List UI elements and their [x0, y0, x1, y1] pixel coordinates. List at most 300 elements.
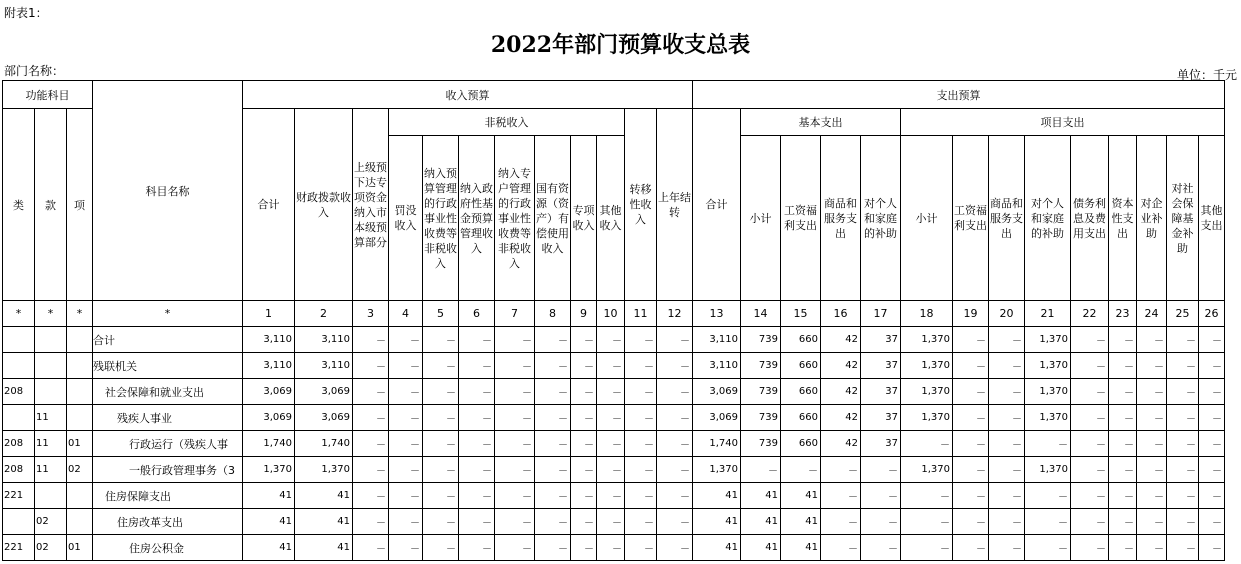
value-cell: － — [495, 431, 535, 457]
table-row — [3, 353, 1225, 379]
xiang-cell: 01 — [67, 431, 93, 457]
value-cell: － — [1199, 353, 1225, 379]
value-cell: － — [953, 379, 989, 405]
value-cell: － — [1109, 457, 1137, 483]
column-index-cell: 6 — [459, 301, 495, 327]
value-cell: 739 — [741, 353, 781, 379]
value-cell: － — [535, 483, 571, 509]
value-cell: － — [597, 483, 625, 509]
value-cell: － — [1025, 509, 1071, 535]
value-cell: － — [861, 535, 901, 561]
penalty-header: 罚没收入 — [389, 136, 423, 301]
value-cell: － — [1137, 483, 1167, 509]
value-cell: － — [423, 327, 459, 353]
value-cell: － — [423, 379, 459, 405]
value-cell: － — [625, 405, 657, 431]
budget-table — [2, 80, 1225, 561]
value-cell: 739 — [741, 327, 781, 353]
nontax-fund-header: 纳入政府性基金预算管理收入 — [459, 136, 495, 301]
value-cell: 41 — [243, 483, 295, 509]
value-cell: 739 — [741, 379, 781, 405]
xiang-cell — [67, 483, 93, 509]
value-cell: 1,740 — [693, 431, 741, 457]
value-cell: － — [597, 431, 625, 457]
value-cell: 42 — [821, 431, 861, 457]
value-cell: － — [953, 457, 989, 483]
value-cell: － — [423, 509, 459, 535]
value-cell: － — [459, 379, 495, 405]
column-index-cell: * — [35, 301, 67, 327]
value-cell: － — [901, 509, 953, 535]
kuan-cell: 11 — [35, 457, 67, 483]
value-cell: － — [1071, 431, 1109, 457]
value-cell: 3,069 — [243, 379, 295, 405]
lei-cell: 221 — [3, 483, 35, 509]
value-cell: － — [953, 327, 989, 353]
value-cell: － — [989, 457, 1025, 483]
value-cell: 41 — [693, 509, 741, 535]
value-cell: 1,740 — [243, 431, 295, 457]
value-cell: － — [353, 457, 389, 483]
lei-cell — [3, 327, 35, 353]
value-cell: － — [1071, 457, 1109, 483]
value-cell: － — [1137, 353, 1167, 379]
value-cell: 660 — [781, 405, 821, 431]
value-cell: － — [1199, 535, 1225, 561]
transfer-header: 转移性收入 — [625, 109, 657, 301]
column-index-cell: 18 — [901, 301, 953, 327]
capital-header: 资本性支出 — [1109, 136, 1137, 301]
subject-name-cell: 住房改革支出 — [93, 509, 243, 535]
value-cell: － — [1199, 379, 1225, 405]
value-cell: 3,069 — [295, 379, 353, 405]
value-cell: － — [625, 509, 657, 535]
value-cell: － — [459, 483, 495, 509]
value-cell: － — [389, 379, 423, 405]
value-cell: 41 — [693, 483, 741, 509]
value-cell: － — [989, 509, 1025, 535]
income-total-header: 合计 — [243, 109, 295, 301]
project-goods-header: 商品和服务支出 — [989, 136, 1025, 301]
xiang-cell — [67, 405, 93, 431]
value-cell: － — [1199, 431, 1225, 457]
xiang-header: 项 — [67, 109, 93, 301]
value-cell: － — [781, 457, 821, 483]
value-cell: － — [953, 431, 989, 457]
value-cell: － — [1167, 457, 1199, 483]
value-cell: － — [821, 509, 861, 535]
value-cell: － — [571, 457, 597, 483]
value-cell: － — [657, 327, 693, 353]
column-index-cell: 19 — [953, 301, 989, 327]
project-subtotal-header: 小计 — [901, 136, 953, 301]
upper-special-header: 上级预下达专项资金纳入市本级预算部分 — [353, 109, 389, 301]
value-cell: － — [1109, 535, 1137, 561]
subject-name-cell: 合计 — [93, 327, 243, 353]
value-cell: 41 — [781, 535, 821, 561]
value-cell: 41 — [741, 509, 781, 535]
value-cell: － — [389, 431, 423, 457]
value-cell: － — [459, 327, 495, 353]
column-index-cell: 5 — [423, 301, 459, 327]
value-cell: － — [495, 327, 535, 353]
column-index-cell: 16 — [821, 301, 861, 327]
fiscal-header: 财政拨款收入 — [295, 109, 353, 301]
value-cell: － — [1137, 379, 1167, 405]
xiang-cell — [67, 509, 93, 535]
value-cell: － — [1137, 535, 1167, 561]
value-cell: 3,110 — [693, 353, 741, 379]
value-cell: － — [625, 457, 657, 483]
value-cell: 42 — [821, 405, 861, 431]
table-row — [3, 405, 1225, 431]
state-assets-header: 国有资源（资产）有偿使用收入 — [535, 136, 571, 301]
column-index-cell: 13 — [693, 301, 741, 327]
value-cell: － — [1137, 431, 1167, 457]
nontax-budget-header: 纳入预算管理的行政事业性收费等非税收入 — [423, 136, 459, 301]
value-cell: 3,110 — [243, 327, 295, 353]
value-cell: － — [1137, 327, 1167, 353]
value-cell: 1,370 — [693, 457, 741, 483]
value-cell: － — [389, 457, 423, 483]
value-cell: － — [1167, 379, 1199, 405]
value-cell: － — [535, 327, 571, 353]
other-expense-header: 其他支出 — [1199, 136, 1225, 301]
lei-cell — [3, 405, 35, 431]
column-index-row — [3, 301, 1225, 327]
value-cell: － — [861, 483, 901, 509]
value-cell: － — [571, 327, 597, 353]
value-cell: 41 — [781, 509, 821, 535]
value-cell: 1,370 — [901, 327, 953, 353]
value-cell: 1,370 — [1025, 379, 1071, 405]
value-cell: － — [1071, 353, 1109, 379]
value-cell: － — [821, 483, 861, 509]
value-cell: － — [657, 431, 693, 457]
lei-cell: 208 — [3, 431, 35, 457]
subject-name-cell: 社会保障和就业支出 — [93, 379, 243, 405]
value-cell: － — [1071, 509, 1109, 535]
value-cell: 41 — [295, 483, 353, 509]
value-cell: 1,370 — [1025, 457, 1071, 483]
value-cell: － — [1167, 483, 1199, 509]
income-budget-header: 收入预算 — [243, 81, 693, 109]
table-row — [3, 535, 1225, 561]
value-cell: － — [989, 483, 1025, 509]
value-cell: － — [901, 535, 953, 561]
value-cell: 1,740 — [295, 431, 353, 457]
kuan-cell: 11 — [35, 431, 67, 457]
value-cell: － — [1199, 483, 1225, 509]
value-cell: － — [495, 405, 535, 431]
value-cell: － — [353, 327, 389, 353]
attachment-note: 附表1： — [4, 6, 48, 20]
value-cell: － — [625, 353, 657, 379]
value-cell: － — [571, 405, 597, 431]
value-cell: － — [657, 483, 693, 509]
xiang-cell — [67, 353, 93, 379]
value-cell: － — [1109, 353, 1137, 379]
value-cell: － — [571, 431, 597, 457]
value-cell: 42 — [821, 327, 861, 353]
value-cell: － — [741, 457, 781, 483]
value-cell: － — [989, 535, 1025, 561]
value-cell: － — [495, 535, 535, 561]
value-cell: 660 — [781, 353, 821, 379]
value-cell: － — [625, 379, 657, 405]
value-cell: － — [901, 483, 953, 509]
value-cell: 37 — [861, 431, 901, 457]
value-cell: 3,110 — [243, 353, 295, 379]
value-cell: 1,370 — [295, 457, 353, 483]
value-cell: － — [989, 353, 1025, 379]
table-row — [3, 431, 1225, 457]
value-cell: 3,110 — [693, 327, 741, 353]
value-cell: 41 — [295, 535, 353, 561]
value-cell: － — [459, 405, 495, 431]
subject-name-header: 科目名称 — [93, 81, 243, 301]
value-cell: － — [1071, 483, 1109, 509]
value-cell: 739 — [741, 405, 781, 431]
nontax-account-header: 纳入专户管理的行政事业性收费等非税收入 — [495, 136, 535, 301]
value-cell: － — [1109, 327, 1137, 353]
kuan-cell — [35, 327, 67, 353]
value-cell: － — [353, 431, 389, 457]
subject-name-cell: 残联机关 — [93, 353, 243, 379]
value-cell: － — [535, 431, 571, 457]
value-cell: － — [459, 353, 495, 379]
expense-budget-header: 支出预算 — [693, 81, 1225, 109]
value-cell: － — [953, 405, 989, 431]
value-cell: 1,370 — [901, 457, 953, 483]
column-index-cell: 22 — [1071, 301, 1109, 327]
value-cell: － — [1167, 327, 1199, 353]
xiang-cell — [67, 327, 93, 353]
column-index-cell: 2 — [295, 301, 353, 327]
value-cell: － — [625, 431, 657, 457]
value-cell: 1,370 — [1025, 327, 1071, 353]
column-index-cell: 9 — [571, 301, 597, 327]
value-cell: － — [597, 405, 625, 431]
value-cell: － — [625, 327, 657, 353]
value-cell: 3,069 — [295, 405, 353, 431]
value-cell: 41 — [295, 509, 353, 535]
value-cell: － — [353, 379, 389, 405]
special-income-header: 专项收入 — [571, 136, 597, 301]
value-cell: 1,370 — [901, 379, 953, 405]
value-cell: － — [597, 535, 625, 561]
value-cell: － — [495, 353, 535, 379]
kuan-cell — [35, 353, 67, 379]
carryover-header: 上年结转 — [657, 109, 693, 301]
column-index-cell: * — [3, 301, 35, 327]
value-cell: － — [571, 353, 597, 379]
debt-header: 债务利息及费用支出 — [1071, 136, 1109, 301]
kuan-cell: 11 — [35, 405, 67, 431]
value-cell: － — [353, 483, 389, 509]
value-cell: － — [1109, 509, 1137, 535]
value-cell: － — [953, 535, 989, 561]
value-cell: 1,370 — [1025, 353, 1071, 379]
value-cell: － — [657, 535, 693, 561]
value-cell: － — [989, 327, 1025, 353]
value-cell: 3,069 — [693, 405, 741, 431]
kuan-cell: 02 — [35, 509, 67, 535]
value-cell: 41 — [781, 483, 821, 509]
column-index-cell: 1 — [243, 301, 295, 327]
table-row — [3, 509, 1225, 535]
column-index-cell: 12 — [657, 301, 693, 327]
enterprise-header: 对企业补助 — [1137, 136, 1167, 301]
value-cell: － — [861, 457, 901, 483]
value-cell: － — [657, 405, 693, 431]
value-cell: 660 — [781, 327, 821, 353]
value-cell: － — [495, 509, 535, 535]
value-cell: － — [535, 457, 571, 483]
value-cell: 1,370 — [1025, 405, 1071, 431]
column-index-cell: 25 — [1167, 301, 1199, 327]
value-cell: － — [495, 379, 535, 405]
value-cell: － — [1025, 431, 1071, 457]
lei-cell: 208 — [3, 457, 35, 483]
value-cell: 37 — [861, 327, 901, 353]
value-cell: 37 — [861, 353, 901, 379]
value-cell: － — [901, 431, 953, 457]
value-cell: － — [1109, 483, 1137, 509]
lei-cell: 208 — [3, 379, 35, 405]
value-cell: － — [535, 405, 571, 431]
basic-subtotal-header: 小计 — [741, 136, 781, 301]
unit-label: 单位：千元 — [1176, 68, 1237, 82]
value-cell: － — [597, 509, 625, 535]
value-cell: － — [1167, 509, 1199, 535]
value-cell: － — [1071, 327, 1109, 353]
value-cell: 1,370 — [901, 405, 953, 431]
value-cell: － — [423, 483, 459, 509]
value-cell: － — [597, 379, 625, 405]
value-cell: 739 — [741, 431, 781, 457]
column-index-cell: 17 — [861, 301, 901, 327]
table-row — [3, 379, 1225, 405]
value-cell: － — [657, 379, 693, 405]
value-cell: － — [535, 379, 571, 405]
value-cell: 41 — [741, 535, 781, 561]
subject-name-cell: 残疾人事业 — [93, 405, 243, 431]
value-cell: － — [657, 509, 693, 535]
value-cell: － — [535, 509, 571, 535]
table-row — [3, 327, 1225, 353]
value-cell: － — [1071, 535, 1109, 561]
column-index-cell: * — [67, 301, 93, 327]
value-cell: － — [1071, 379, 1109, 405]
value-cell: － — [625, 535, 657, 561]
value-cell: － — [459, 457, 495, 483]
subject-name-cell: 行政运行（残疾人事 — [93, 431, 243, 457]
value-cell: － — [459, 509, 495, 535]
value-cell: － — [535, 353, 571, 379]
other-income-header: 其他收入 — [597, 136, 625, 301]
value-cell: 42 — [821, 379, 861, 405]
value-cell: － — [459, 431, 495, 457]
value-cell: － — [423, 405, 459, 431]
value-cell: － — [389, 535, 423, 561]
value-cell: － — [1137, 509, 1167, 535]
value-cell: － — [423, 431, 459, 457]
value-cell: － — [1025, 483, 1071, 509]
value-cell: － — [1199, 509, 1225, 535]
column-index-cell: 24 — [1137, 301, 1167, 327]
kuan-cell: 02 — [35, 535, 67, 561]
value-cell: － — [389, 405, 423, 431]
value-cell: － — [571, 509, 597, 535]
value-cell: － — [353, 535, 389, 561]
value-cell: － — [389, 509, 423, 535]
value-cell: － — [1109, 405, 1137, 431]
basic-wage-header: 工资福利支出 — [781, 136, 821, 301]
value-cell: 1,370 — [243, 457, 295, 483]
value-cell: － — [953, 353, 989, 379]
value-cell: － — [1167, 431, 1199, 457]
value-cell: － — [1167, 535, 1199, 561]
kuan-cell — [35, 379, 67, 405]
value-cell: － — [989, 405, 1025, 431]
column-index-cell: 4 — [389, 301, 423, 327]
value-cell: 41 — [243, 535, 295, 561]
value-cell: － — [1199, 327, 1225, 353]
table-row — [3, 457, 1225, 483]
column-index-cell: 7 — [495, 301, 535, 327]
value-cell: － — [535, 535, 571, 561]
value-cell: － — [423, 353, 459, 379]
value-cell: － — [989, 431, 1025, 457]
column-index-cell: 10 — [597, 301, 625, 327]
value-cell: － — [423, 535, 459, 561]
value-cell: － — [1167, 405, 1199, 431]
expense-total-header: 合计 — [693, 109, 741, 301]
project-expense-header: 项目支出 — [901, 109, 1225, 136]
value-cell: － — [953, 509, 989, 535]
func-subject-header: 功能科目 — [3, 81, 93, 109]
xiang-cell: 01 — [67, 535, 93, 561]
column-index-cell: 26 — [1199, 301, 1225, 327]
value-cell: 3,110 — [295, 327, 353, 353]
value-cell: － — [1109, 431, 1137, 457]
column-index-cell: 11 — [625, 301, 657, 327]
basic-family-header: 对个人和家庭的补助 — [861, 136, 901, 301]
column-index-cell: 15 — [781, 301, 821, 327]
xiang-cell — [67, 379, 93, 405]
column-index-cell: 3 — [353, 301, 389, 327]
department-label: 部门名称： — [4, 64, 65, 78]
value-cell: － — [571, 535, 597, 561]
value-cell: 1,370 — [901, 353, 953, 379]
value-cell: － — [353, 509, 389, 535]
value-cell: － — [597, 457, 625, 483]
basic-goods-header: 商品和服务支出 — [821, 136, 861, 301]
value-cell: － — [861, 509, 901, 535]
column-index-cell: 8 — [535, 301, 571, 327]
kuan-header: 款 — [35, 109, 67, 301]
value-cell: － — [597, 353, 625, 379]
nontax-header: 非税收入 — [389, 109, 625, 136]
value-cell: － — [821, 535, 861, 561]
value-cell: － — [423, 457, 459, 483]
value-cell: － — [571, 379, 597, 405]
value-cell: 41 — [693, 535, 741, 561]
value-cell: － — [1199, 405, 1225, 431]
value-cell: － — [389, 327, 423, 353]
value-cell: 3,069 — [243, 405, 295, 431]
